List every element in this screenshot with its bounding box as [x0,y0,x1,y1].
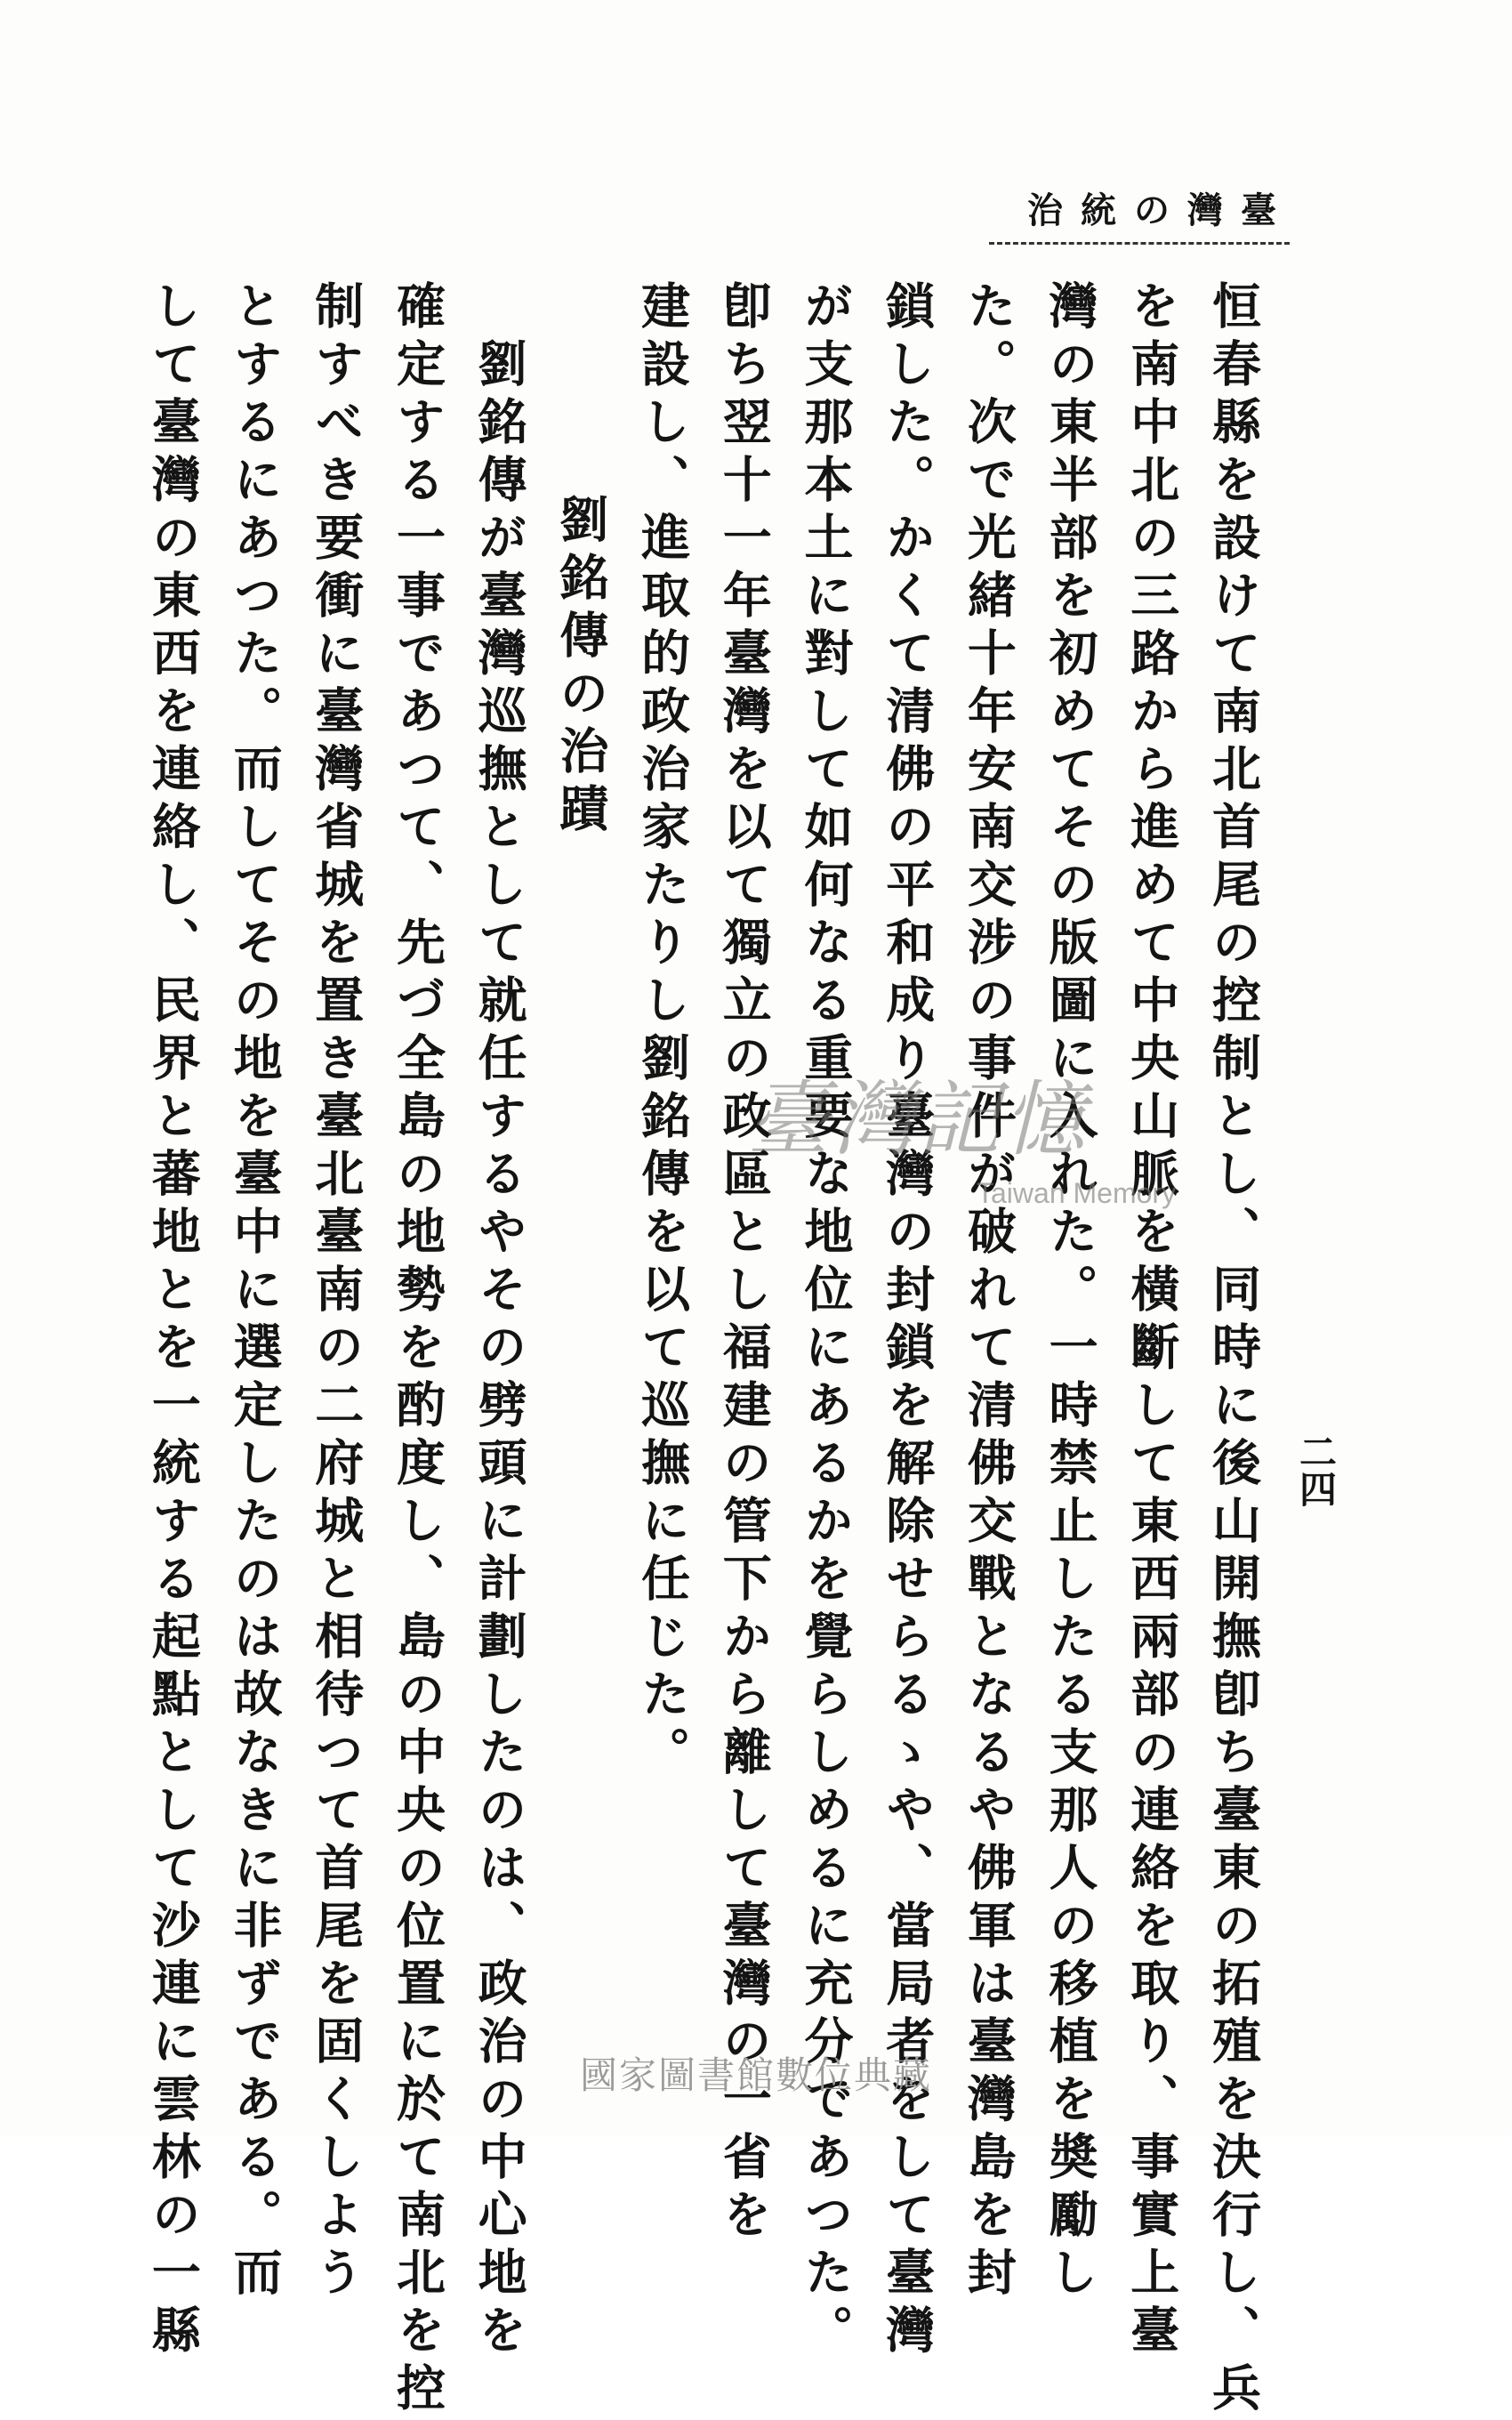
text-line: とするにあつた。而してその地を臺中に選定したのは故なきに非ずである。而 [225,280,284,2304]
text-line: を南中北の三路から進めて中央山脈を橫斷して東西兩部の連絡を取り、事實上臺 [1122,280,1181,2362]
watermark-subtext: Taiwan Memory [977,1177,1177,1209]
source-caption: 國家圖書館數位典藏 [579,2053,932,2097]
text-line: 恒春縣を設けて南北首尾の控制とし、同時に後山開撫卽ち臺東の拓殖を決行し、兵 [1204,280,1262,2420]
header-divider [989,242,1290,245]
text-line: して臺灣の東西を連絡し、民界と蕃地とを一統する起點として沙連に雲林の一縣 [143,280,202,2362]
text-line: 確定する一事であつて、先づ全島の地勢を酌度し、島の中央の位置に於て南北を控 [388,280,446,2420]
text-line: 鎖した。かくて清佛の平和成り臺灣の封鎖を解除せらるゝや、當局者をして臺灣 [878,280,937,2362]
text-line: 灣の東半部を初めてその版圖に入れた。一時禁止したる支那人の移植を奬勵し [1041,280,1099,2304]
text-line: た。次で光緒十年安南交涉の事件が破れて清佛交戰となるや佛軍は臺灣島を封 [959,280,1017,2304]
running-title: 臺灣の統治 [1027,190,1294,231]
text-line: 制すべき要衝に臺灣省城を置き臺北臺南の二府城と相待つて首尾を固くしよう [307,280,366,2304]
text-line: 建設し、進取的政治家たりし劉銘傳を以て巡撫に任じた。 [633,280,692,1784]
section-heading: 劉銘傳の治蹟 [551,494,610,841]
watermark-logo-text: 臺灣記憶 [747,1072,1090,1167]
text-line: 劉銘傳が臺灣巡撫として就任するやその劈頭に計劃したのは、政治の中心地を [470,338,528,2362]
text-line: が支那本土に對して如何なる重要な地位にあるかを覺らしめるに充分であつた。 [796,280,855,2362]
text-line: 卽ち翌十一年臺灣を以て獨立の政區とし福建の管下から離して臺灣の一省を [714,280,773,2247]
page-number: 二四 [1294,1432,1338,1507]
